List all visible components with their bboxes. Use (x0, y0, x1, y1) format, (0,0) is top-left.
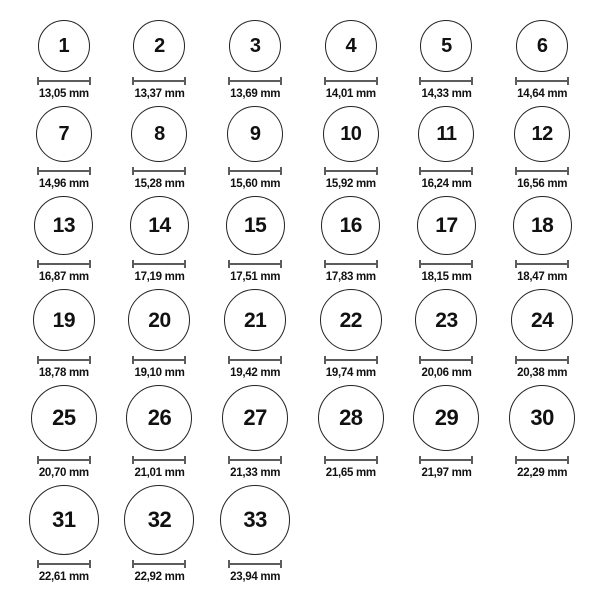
ring-circle (29, 485, 99, 555)
ring-size-number: 32 (147, 507, 172, 532)
diameter-label: 18,47 mm (517, 271, 568, 283)
ring-size-row (16, 289, 590, 380)
diameter-measure-line (37, 167, 91, 175)
diameter-label: 23,94 mm (230, 571, 281, 583)
diameter-measure-line (132, 167, 186, 175)
ring-size-number: 6 (536, 35, 548, 57)
ring-size-number: 25 (52, 405, 76, 430)
ring-size-row (16, 485, 590, 584)
ring-size-number: 17 (435, 214, 458, 237)
diameter-measure-line (228, 167, 282, 175)
ring-size-item (16, 20, 112, 101)
ring-circle (513, 196, 572, 255)
ring-circle (511, 289, 573, 351)
ring-size-number: 18 (530, 214, 554, 237)
diameter-measure-line (37, 356, 91, 364)
ring-size-item (399, 106, 495, 191)
ring-circle (420, 20, 472, 72)
ring-circle (222, 385, 288, 451)
diameter-label: 15,92 mm (325, 178, 376, 190)
diameter-measure-line (132, 77, 186, 85)
ring-size-number: 28 (339, 405, 363, 430)
diameter-measure-line (324, 77, 378, 85)
ring-size-item (16, 485, 112, 584)
diameter-label: 13,05 mm (38, 88, 89, 100)
ring-size-number: 1 (58, 35, 70, 57)
ring-size-number: 16 (339, 214, 362, 237)
ring-size-item (16, 385, 112, 480)
ring-circle (220, 485, 290, 555)
ring-circle (514, 106, 570, 162)
ring-circle (131, 106, 187, 162)
ring-size-item (207, 289, 303, 380)
ring-circle (509, 385, 575, 451)
diameter-measure-line (37, 260, 91, 268)
ring-size-item (207, 20, 303, 101)
ring-size-item (16, 289, 112, 380)
diameter-measure-line (37, 456, 91, 464)
ring-size-row (16, 385, 590, 480)
ring-size-number: 22 (339, 308, 362, 332)
ring-circle (130, 196, 189, 255)
ring-circle (227, 106, 283, 162)
ring-size-number: 8 (154, 123, 165, 145)
ring-size-number: 5 (441, 35, 452, 57)
diameter-label: 19,42 mm (230, 367, 281, 379)
ring-size-number: 12 (531, 123, 553, 145)
diameter-label: 14,64 mm (517, 88, 568, 100)
ring-size-item (399, 289, 495, 380)
diameter-label: 16,56 mm (517, 178, 568, 190)
diameter-measure-line (419, 260, 473, 268)
ring-size-number: 24 (530, 308, 554, 332)
ring-size-number: 13 (52, 214, 75, 237)
ring-size-row (16, 20, 590, 101)
ring-size-item (494, 289, 590, 380)
ring-size-item (112, 20, 208, 101)
ring-size-number: 9 (249, 123, 261, 145)
diameter-measure-line (37, 77, 91, 85)
diameter-measure-line (419, 167, 473, 175)
ring-size-item (16, 196, 112, 284)
diameter-label: 19,74 mm (325, 367, 376, 379)
ring-size-item (399, 196, 495, 284)
ring-size-number: 3 (249, 35, 261, 57)
ring-circle (126, 385, 192, 451)
ring-size-number: 27 (243, 405, 267, 430)
diameter-measure-line (228, 77, 282, 85)
ring-circle (418, 106, 474, 162)
ring-size-number: 11 (436, 123, 457, 145)
diameter-label: 22,29 mm (517, 467, 568, 479)
ring-size-item (303, 20, 399, 101)
ring-circle (34, 196, 93, 255)
ring-size-row (16, 106, 590, 191)
ring-size-item (112, 385, 208, 480)
ring-size-item (207, 106, 303, 191)
diameter-measure-line (324, 167, 378, 175)
ring-circle (226, 196, 285, 255)
diameter-measure-line (419, 356, 473, 364)
diameter-measure-line (515, 77, 569, 85)
diameter-measure-line (228, 560, 282, 568)
diameter-label: 20,38 mm (517, 367, 568, 379)
diameter-measure-line (324, 456, 378, 464)
ring-circle (320, 289, 382, 351)
ring-size-item (112, 289, 208, 380)
diameter-label: 15,28 mm (134, 178, 185, 190)
ring-circle (318, 385, 384, 451)
diameter-label: 14,01 mm (325, 88, 376, 100)
ring-size-number: 14 (148, 214, 171, 237)
ring-circle (38, 20, 90, 72)
ring-circle (224, 289, 286, 351)
diameter-label: 14,33 mm (421, 88, 472, 100)
diameter-label: 17,83 mm (325, 271, 376, 283)
ring-circle (325, 20, 377, 72)
diameter-label: 14,96 mm (38, 178, 89, 190)
ring-size-item (494, 20, 590, 101)
diameter-label: 21,65 mm (325, 467, 376, 479)
diameter-measure-line (324, 356, 378, 364)
ring-circle (415, 289, 477, 351)
ring-circle (124, 485, 194, 555)
diameter-measure-line (515, 356, 569, 364)
diameter-measure-line (132, 356, 186, 364)
diameter-label: 20,70 mm (38, 467, 89, 479)
diameter-measure-line (37, 560, 91, 568)
diameter-label: 21,97 mm (421, 467, 472, 479)
diameter-measure-line (515, 260, 569, 268)
ring-circle (31, 385, 97, 451)
diameter-measure-line (228, 356, 282, 364)
ring-circle (323, 106, 379, 162)
ring-size-number: 33 (243, 507, 267, 532)
diameter-measure-line (515, 456, 569, 464)
ring-size-number: 19 (52, 308, 75, 332)
ring-size-item (494, 385, 590, 480)
ring-circle (516, 20, 568, 72)
diameter-label: 18,15 mm (421, 271, 472, 283)
ring-circle (36, 106, 92, 162)
diameter-label: 19,10 mm (134, 367, 185, 379)
ring-size-item (303, 385, 399, 480)
ring-size-item (16, 106, 112, 191)
diameter-measure-line (324, 260, 378, 268)
ring-size-number: 20 (148, 308, 171, 332)
diameter-label: 21,33 mm (230, 467, 281, 479)
ring-size-item (303, 289, 399, 380)
ring-size-number: 7 (58, 123, 70, 145)
ring-circle (413, 385, 479, 451)
diameter-measure-line (515, 167, 569, 175)
diameter-measure-line (228, 456, 282, 464)
ring-size-number: 30 (530, 405, 554, 430)
ring-size-item (303, 106, 399, 191)
ring-size-number: 23 (435, 308, 458, 332)
ring-size-item (207, 485, 303, 584)
ring-size-item (494, 196, 590, 284)
diameter-label: 17,19 mm (134, 271, 185, 283)
ring-size-number: 29 (434, 405, 459, 430)
diameter-label: 17,51 mm (230, 271, 281, 283)
ring-circle (128, 289, 190, 351)
ring-size-item (303, 196, 399, 284)
diameter-label: 13,69 mm (230, 88, 281, 100)
ring-size-item (207, 385, 303, 480)
ring-size-number: 4 (345, 35, 357, 57)
diameter-label: 16,87 mm (38, 271, 89, 283)
ring-size-number: 26 (147, 405, 172, 430)
ring-size-item (112, 196, 208, 284)
ring-size-number: 15 (243, 214, 267, 237)
diameter-label: 18,78 mm (38, 367, 89, 379)
ring-size-item (399, 385, 495, 480)
ring-size-number: 21 (243, 308, 267, 332)
ring-circle (33, 289, 95, 351)
diameter-label: 16,24 mm (421, 178, 472, 190)
diameter-measure-line (132, 560, 186, 568)
ring-size-item (207, 196, 303, 284)
ring-circle (133, 20, 185, 72)
diameter-label: 20,06 mm (421, 367, 472, 379)
ring-circle (321, 196, 380, 255)
ring-size-number: 10 (340, 123, 362, 145)
diameter-label: 22,61 mm (38, 571, 89, 583)
ring-circle (417, 196, 476, 255)
diameter-measure-line (419, 456, 473, 464)
ring-size-item (399, 20, 495, 101)
diameter-label: 21,01 mm (134, 467, 185, 479)
ring-size-item (112, 106, 208, 191)
ring-size-item (494, 106, 590, 191)
diameter-measure-line (132, 260, 186, 268)
ring-circle (229, 20, 281, 72)
diameter-label: 15,60 mm (230, 178, 281, 190)
ring-size-row (16, 196, 590, 284)
diameter-label: 13,37 mm (134, 88, 185, 100)
ring-size-number: 31 (52, 507, 76, 532)
ring-size-number: 2 (154, 35, 165, 57)
diameter-label: 22,92 mm (134, 571, 185, 583)
diameter-measure-line (132, 456, 186, 464)
diameter-measure-line (228, 260, 282, 268)
ring-size-item (112, 485, 208, 584)
diameter-measure-line (419, 77, 473, 85)
